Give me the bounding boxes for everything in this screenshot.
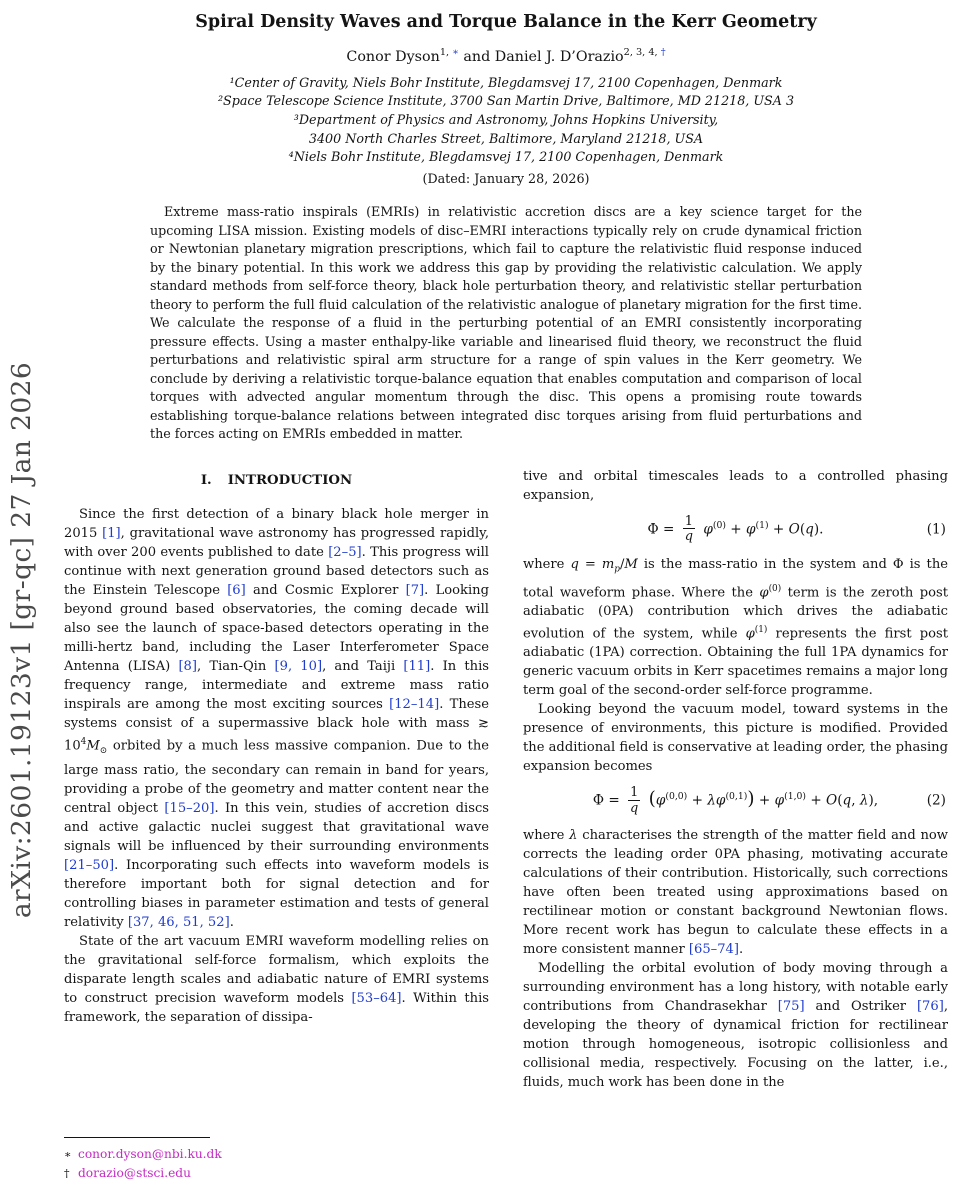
citation-link[interactable]: [21–50]	[64, 857, 115, 873]
citation-link[interactable]: [8]	[178, 658, 198, 674]
paragraph: Since the first detection of a binary black hole merger in 2015 [1], gravitational wave astronomy has progressed rapidly, with over 200 events published to date [2–5]. This progress will continue with next generation ground based detectors such as the Einstein Telescope [6] and Cosmic Explorer [7]. Looking beyond ground based observatories, the coming decade will also see the launch of space-based detectors operating in the milli-hertz band, including the Laser Interferometer Space Antenna (LISA) [8], Tian-Qin [9, 10], and Taiji [11]. In this frequency range, intermediate and extreme mass ratio inspirals are among the most exciting sources [12–14]. These systems consist of a supermassive black hole with mass ≳ $10^4M_⊙$ orbited by a much less massive companion. Due to the large mass ratio, the secondary can remain in band for years, providing a probe of the geometry and matter content near the central object [15–20]. In this vein, studies of accretion discs and active galactic nuclei suggest that gravitational wave signals will be influenced by their surrounding environments [21–50]. Incorporating such effects into waveform models is therefore important both for signal detection and for controlling biases in parameter estimation and tests of general relativity [37, 46, 51, 52].	[64, 506, 490, 930]
citation-link[interactable]: [12–14]	[389, 696, 440, 712]
footnote-marker: †	[64, 1166, 70, 1180]
equation-2-number: (2)	[926, 792, 946, 809]
arxiv-identifier-stamp: arXiv:2601.19123v1 [gr-qc] 27 Jan 2026	[6, 361, 37, 919]
affiliation-line: 3400 North Charles Street, Baltimore, Maryland 21218, USA	[308, 130, 704, 146]
equation-2-body: Φ = $\frac{1}{q}$ $(\varphi^{(0,0)} + \lambda\varphi^{(0,1)}) + \varphi^{(1,0)} + O(q$, λ),	[592, 785, 879, 816]
footnotes-block	[64, 1137, 489, 1183]
paragraph: where λ characterises the strength of the matter field and now corrects the leading order 0PA phasing, motivating accurate calculations of their contribution. Historically, such corrections have often been treated using approximations based on rectilinear motion or constant background Newtonian flows. More recent work has begun to calculate these effects in a more consistent manner [65–74].	[523, 828, 948, 958]
equation-2	[523, 786, 948, 816]
footnote-line	[64, 1145, 489, 1164]
citation-link[interactable]: [75]	[777, 999, 805, 1015]
citation-link[interactable]: [53–64]	[351, 990, 402, 1006]
author-footnote-marker-star[interactable]: ∗	[452, 47, 459, 58]
citation-link[interactable]: [9, 10]	[274, 658, 323, 674]
equation-1	[523, 515, 948, 545]
footnote-marker: ∗	[64, 1147, 72, 1161]
section-heading-introduction	[64, 471, 489, 490]
paper-title: Spiral Density Waves and Torque Balance in the Kerr Geometry	[195, 12, 817, 32]
citation-link[interactable]: [76]	[916, 999, 944, 1015]
citation-link[interactable]: [11]	[403, 658, 431, 674]
paragraph: State of the art vacuum EMRI waveform modelling relies on the gravitational self-force formalism, which exploits the disparate length scales and adiabatic nature of EMRI systems to construct precision waveform models [53–64]. Within this framework, the separation of dissipa-	[64, 933, 489, 1025]
footnote-line	[64, 1164, 489, 1183]
paragraph: tive and orbital timescales leads to a controlled phasing expansion,	[523, 468, 948, 503]
authors-line: Conor Dyson$^{1, ∗}$ and Daniel J. D’Orazio$^{2, 3, 4, \dagger}$	[346, 47, 666, 65]
equation-1-number: (1)	[926, 521, 946, 538]
author-footnote-marker-dagger[interactable]: †	[660, 47, 666, 58]
abstract: Extreme mass-ratio inspirals (EMRIs) in relativistic accretion discs are a key science target for the upcoming LISA mission. Existing models of disc–EMRI interactions typically rely on crude dynamical friction or Newtonian planetary migration prescriptions, which fail to capture the relativistic fluid response induced by the binary potential. In this work we address this gap by providing the relativistic calculation. We apply standard methods from self-force theory, black hole perturbation theory, and relativistic stellar perturbation theory to perform the full fluid calculation of the relativistic analogue of planetary migration for the first time. We calculate the response of a fluid in the perturbing potential of an EMRI consistently incorporating pressure effects. Using a master enthalpy-like variable and linearised fluid theory, we reconstruct the fluid perturbations and relativistic spiral arm structure for a range of spin values in the Kerr geometry. We conclude by deriving a relativistic torque-balance equation that enables computation and comparison of local torques with advected angular momentum through the disc. This opens a promising route towards establishing torque-balance relations between integrated disc torques arising from fluid perturbations and the forces acting on EMRIs embedded in matter.	[150, 204, 862, 442]
footnote-rule	[64, 1137, 210, 1138]
section-title: INTRODUCTION	[227, 472, 353, 488]
footnote-email-link[interactable]: dorazio@stsci.edu	[78, 1165, 191, 1180]
affiliations-block	[64, 74, 948, 189]
two-column-body	[64, 467, 948, 1183]
citation-link[interactable]: [1]	[102, 525, 121, 541]
dated-line: (Dated: January 28, 2026)	[422, 170, 590, 186]
affiliation-line: ⁴Niels Bohr Institute, Blegdamsvej 17, 2100 Copenhagen, Denmark	[288, 149, 724, 165]
section-number: I.	[200, 472, 212, 488]
citation-link[interactable]: [7]	[405, 582, 425, 598]
paragraph: Looking beyond the vacuum model, toward systems in the presence of environments, this picture is modified. Provided the additional field is conservative at leading order, the phasing expansion becomes	[523, 702, 948, 775]
equation-1-body: Φ = $\frac{1}{q}$ $\varphi^{(0)} + \varphi^{(1)} + O(q)$.	[647, 513, 824, 545]
affiliation-line: ¹Center of Gravity, Niels Bohr Institute, Blegdamsvej 17, 2100 Copenhagen, Denmark	[229, 74, 783, 90]
citation-link[interactable]: [15–20]	[164, 800, 215, 816]
footnote-email-link[interactable]: conor.dyson@nbi.ku.dk	[78, 1146, 222, 1161]
citation-link[interactable]: [6]	[227, 582, 246, 598]
paragraph: Modelling the orbital evolution of body moving through a surrounding environment has a long history, with notable early contributions from Chandrasekhar [75] and Ostriker [76], developing the theory of dynamical friction for rectilinear motion through homogeneous, isotropic collisionless and collisional media, respectively. Focusing on the latter, i.e., fluids, much work has been done in the	[523, 961, 949, 1091]
right-column	[523, 467, 948, 1183]
citation-link[interactable]: [2–5]	[328, 544, 362, 560]
paragraph: where $q = m_p/M$ is the mass-ratio in the system and Φ is the total waveform phase. Where the $\varphi^{(0)}$ term is the zeroth post adiabatic (0PA) contribution which drives the adiabatic evolution of the system, while $\varphi^{(1)}$ represents the first post adiabatic (1PA) correction. Obtaining the full 1PA dynamics for generic vacuum orbits in Kerr spacetimes remains a major long term goal of the second-order self-force programme.	[523, 556, 949, 699]
citation-link[interactable]: [65–74]	[688, 942, 739, 958]
left-column	[64, 467, 489, 1183]
citation-link[interactable]: [37, 46, 51, 52]	[127, 914, 230, 930]
affiliation-line: ²Space Telescope Science Institute, 3700 San Martin Drive, Baltimore, MD 21218, USA 3	[217, 93, 795, 109]
affiliation-line: ³Department of Physics and Astronomy, Johns Hopkins University,	[293, 111, 719, 127]
